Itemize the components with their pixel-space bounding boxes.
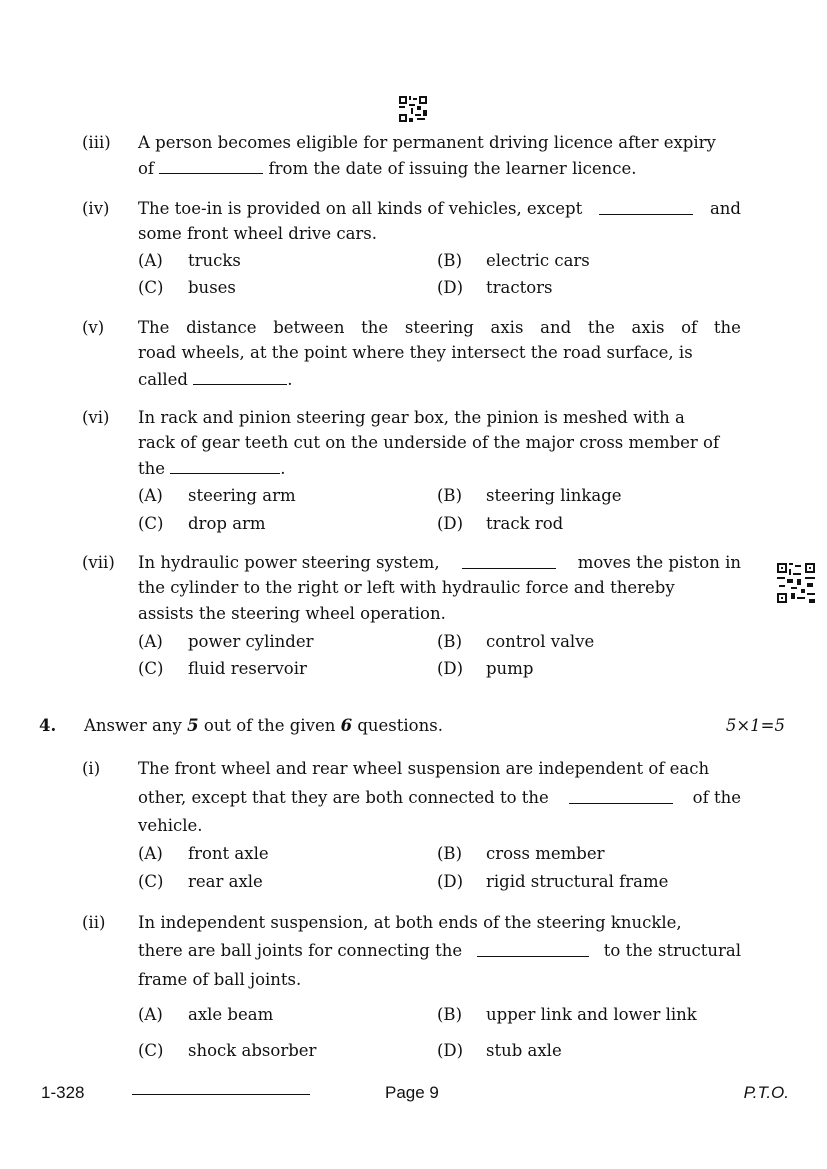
pto-label: P.T.O.	[743, 1083, 789, 1102]
option-text: steering linkage	[486, 486, 622, 505]
qr-code-top-icon	[399, 96, 427, 122]
option-text: buses	[188, 278, 236, 297]
option-letter: (B)	[437, 251, 462, 270]
marks-label: 5×1=5	[725, 716, 785, 735]
question-number: (v)	[82, 318, 105, 337]
option-letter: (C)	[138, 872, 164, 891]
option-text: steering arm	[188, 486, 296, 505]
option-text: axle beam	[188, 1005, 274, 1024]
footer-divider	[132, 1094, 310, 1095]
question-text: A person becomes eligible for permanent driving licence after expiry	[138, 133, 716, 152]
question-text: The toe-in is provided on all kinds of vehicles, except and	[138, 199, 741, 218]
answer-blank	[170, 458, 280, 474]
option-letter: (C)	[138, 278, 164, 297]
option-text: electric cars	[486, 251, 590, 270]
option-text: stub axle	[486, 1041, 562, 1060]
option-letter: (B)	[437, 1005, 462, 1024]
option-text: drop arm	[188, 514, 266, 533]
option-letter: (B)	[437, 632, 462, 651]
option-text: trucks	[188, 251, 241, 270]
question-text: In rack and pinion steering gear box, the pinion is meshed with a	[138, 408, 685, 427]
option-text: power cylinder	[188, 632, 314, 651]
question-number: (iv)	[82, 199, 110, 218]
option-letter: (A)	[138, 632, 163, 651]
option-text: cross member	[486, 844, 605, 863]
question-instruction: Answer any 5 out of the given 6 questions.	[84, 716, 443, 735]
question-text: called .	[138, 369, 293, 389]
answer-blank	[159, 158, 263, 174]
question-text: road wheels, at the point where they intersect the road surface, is	[138, 343, 693, 362]
paper-code: 1-328	[41, 1083, 85, 1102]
question-text: some front wheel drive cars.	[138, 224, 378, 243]
option-text: shock absorber	[188, 1041, 317, 1060]
option-letter: (B)	[437, 486, 462, 505]
question-number: (ii)	[82, 913, 106, 932]
question-text: there are ball joints for connecting the to the structural	[138, 941, 741, 960]
question-number: (i)	[82, 759, 101, 778]
answer-blank	[569, 788, 673, 804]
option-letter: (A)	[138, 251, 163, 270]
option-text: control valve	[486, 632, 595, 651]
option-letter: (C)	[138, 514, 164, 533]
question-number: (vii)	[82, 553, 115, 572]
option-letter: (D)	[437, 659, 464, 678]
option-letter: (A)	[138, 1005, 163, 1024]
question-text: rack of gear teeth cut on the underside of the major cross member of	[138, 433, 720, 452]
question-text: vehicle.	[138, 816, 203, 835]
question-text: frame of ball joints.	[138, 970, 302, 989]
option-text: fluid reservoir	[188, 659, 307, 678]
option-letter: (D)	[437, 1041, 464, 1060]
answer-blank	[477, 941, 589, 957]
question-number: (vi)	[82, 408, 110, 427]
option-letter: (C)	[138, 1041, 164, 1060]
question-text: assists the steering wheel operation.	[138, 604, 446, 623]
question-text: In hydraulic power steering system, moves the piston in	[138, 553, 741, 572]
question-text: The distance between the steering axis and the axis of the	[138, 318, 741, 337]
option-letter: (D)	[437, 514, 464, 533]
question-text: the cylinder to the right or left with hydraulic force and thereby	[138, 578, 675, 597]
question-text: In independent suspension, at both ends of the steering knuckle,	[138, 913, 682, 932]
option-text: track rod	[486, 514, 564, 533]
option-text: pump	[486, 659, 534, 678]
question-text: The front wheel and rear wheel suspension are independent of each	[138, 759, 710, 778]
option-text: tractors	[486, 278, 553, 297]
page-number: Page 9	[385, 1083, 439, 1102]
question-number: 4.	[39, 716, 57, 735]
answer-blank	[599, 199, 693, 215]
option-letter: (A)	[138, 486, 163, 505]
option-text: rear axle	[188, 872, 263, 891]
option-text: rigid structural frame	[486, 872, 669, 891]
answer-blank	[462, 553, 556, 569]
option-letter: (B)	[437, 844, 462, 863]
question-number: (iii)	[82, 133, 111, 152]
question-text: of from the date of issuing the learner licence.	[138, 158, 637, 178]
option-text: front axle	[188, 844, 269, 863]
qr-code-side-icon	[777, 563, 815, 603]
option-letter: (D)	[437, 872, 464, 891]
question-text: other, except that they are both connected to the of the	[138, 788, 741, 807]
option-letter: (A)	[138, 844, 163, 863]
option-letter: (C)	[138, 659, 164, 678]
answer-blank	[193, 369, 287, 385]
question-text: the .	[138, 458, 286, 478]
option-letter: (D)	[437, 278, 464, 297]
option-text: upper link and lower link	[486, 1005, 697, 1024]
